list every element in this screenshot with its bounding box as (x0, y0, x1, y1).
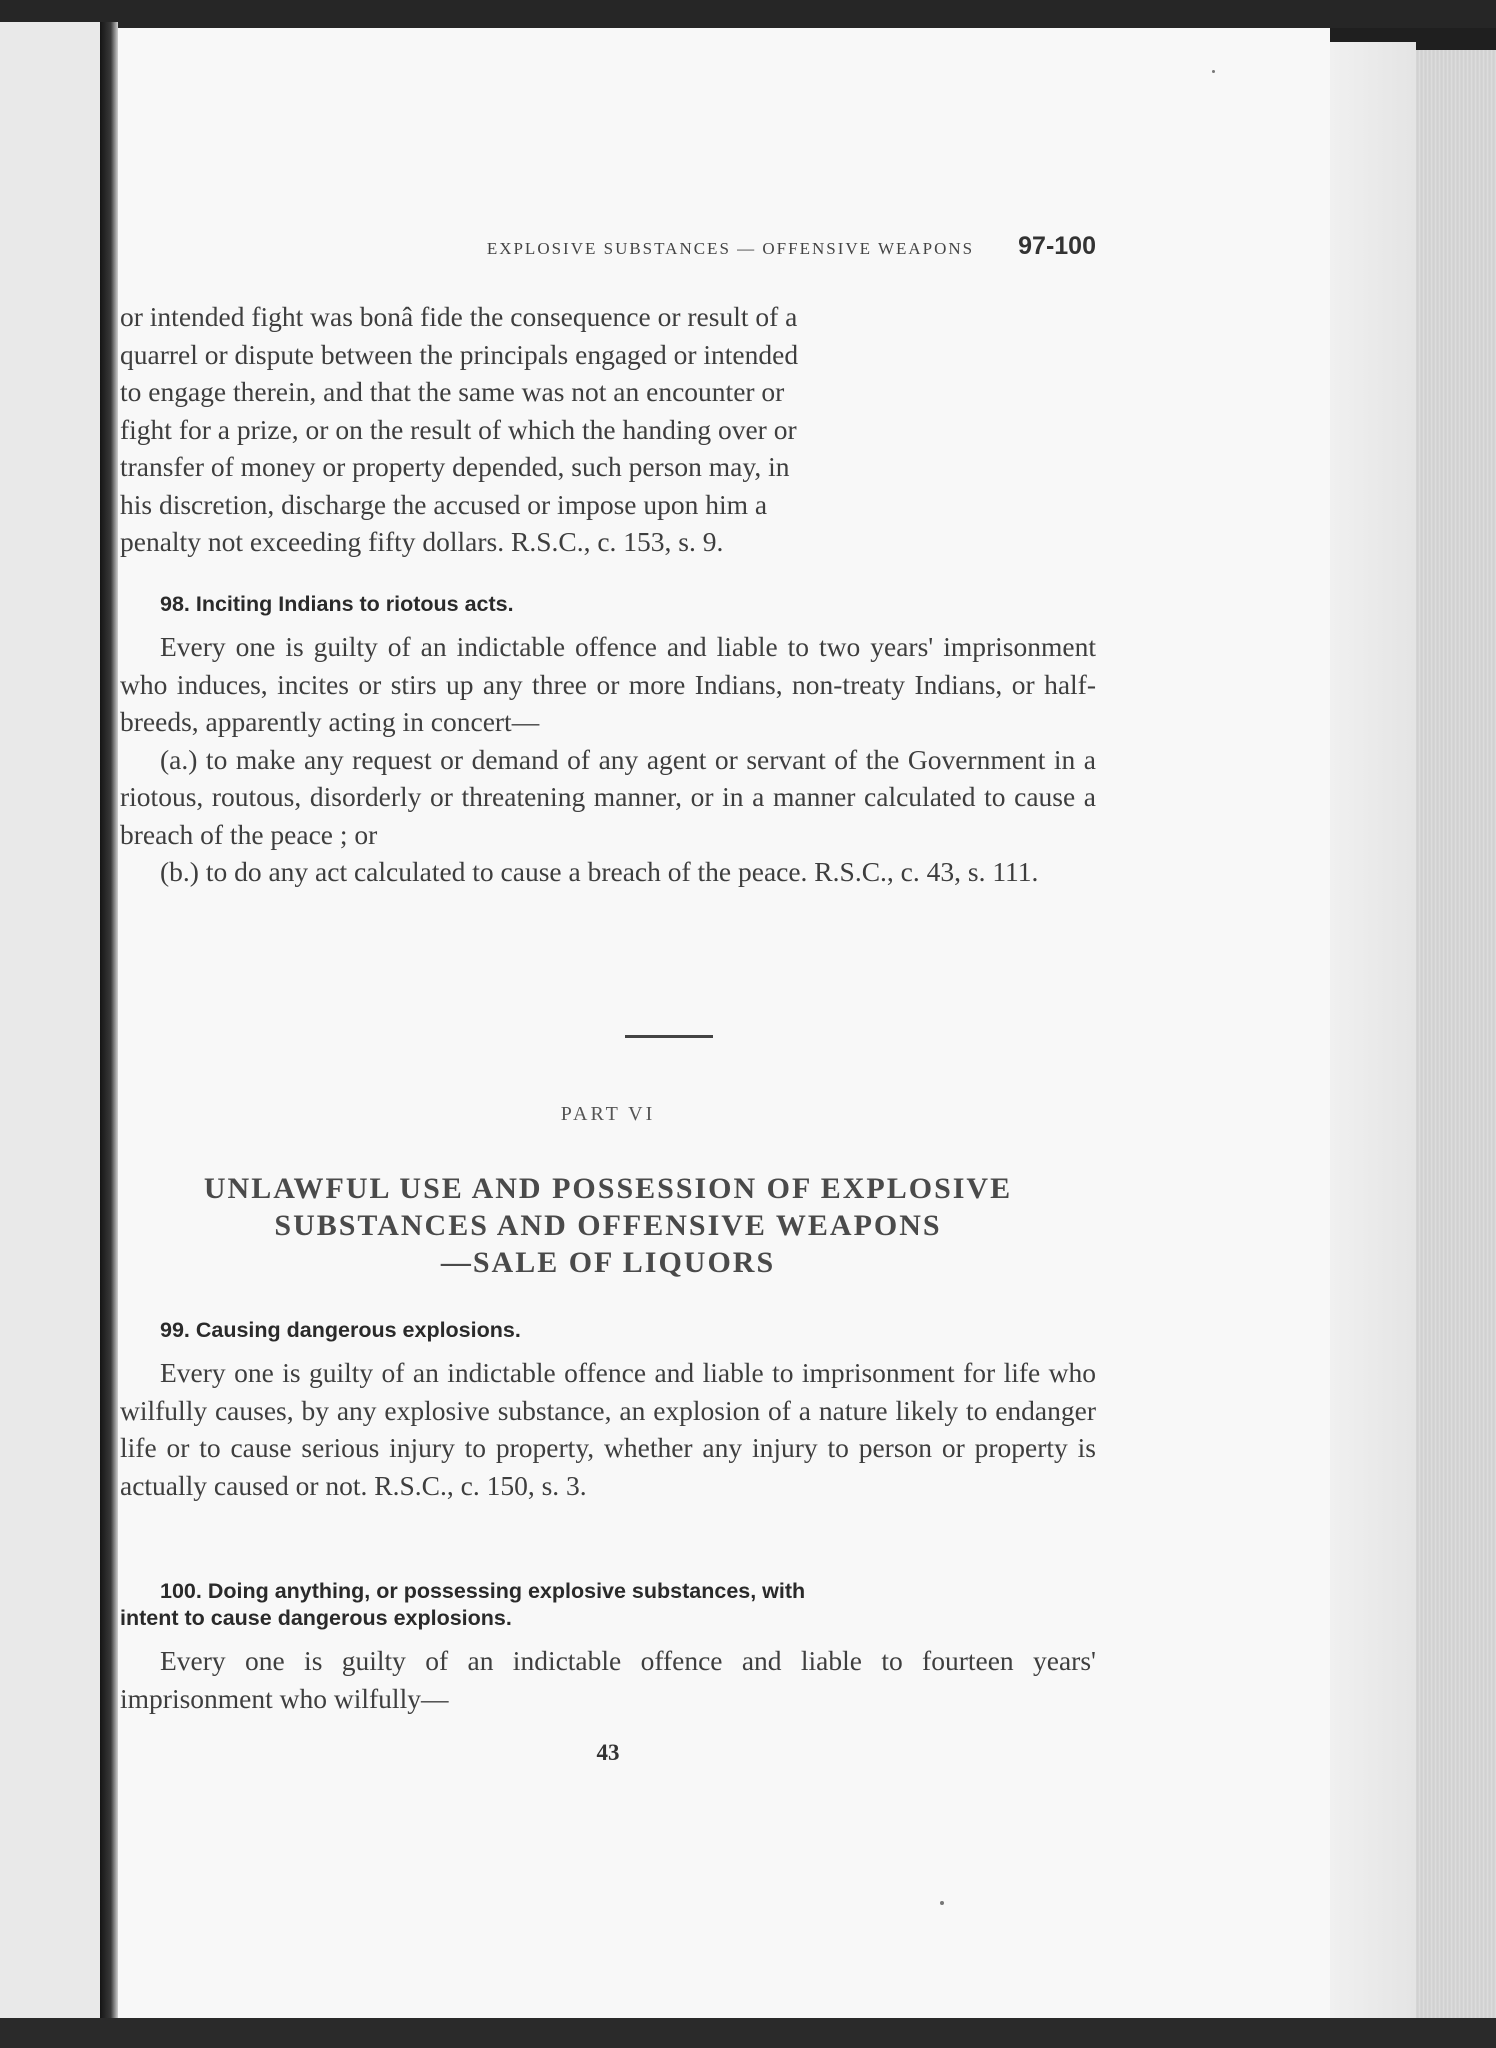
section-98 (120, 591, 1096, 891)
text-line: his discretion, discharge the accused or impose upon him a (120, 488, 768, 520)
scanner-top-edge (0, 0, 1496, 28)
section-heading: 99. Causing dangerous explosions. (160, 1318, 521, 1342)
section-divider (625, 1035, 713, 1038)
section-97-continuation (120, 298, 1096, 561)
section-99 (120, 1317, 1096, 1504)
scanner-bottom-edge (0, 2018, 1496, 2048)
running-head-title: EXPLOSIVE SUBSTANCES — OFFENSIVE WEAPONS (486, 239, 975, 258)
text-line: penalty not exceeding fifty dollars. R.S.C., c. 153, s. 9. (120, 526, 724, 557)
section-heading-line: 100. Doing anything, or possessing explosive substances, with (160, 1579, 806, 1603)
facing-page-edge (0, 22, 100, 2048)
text-line: to engage therein, and that the same was not an encounter or (120, 376, 785, 407)
text-line: quarrel or dispute between the principals engaged or intended (120, 338, 799, 370)
part-title-line: SUBSTANCES AND OFFENSIVE WEAPONS (274, 1209, 942, 1242)
section-paragraph: Every one is guilty of an indictable offence and liable to imprisonment for life who wilfully causes, by any explosive substance, an explosion of a nature likely to endanger life or to cause serious injury to property, whether any injury to person or property is actually caused or not. R.S.C., c. 150, s. 3. (120, 1357, 1096, 1501)
page-stack-edge (1416, 50, 1496, 2018)
book-gutter (100, 22, 118, 2048)
section-paragraph: Every one is guilty of an indictable offence and liable to fourteen years' imprisonment who wilfully— (120, 1645, 1096, 1714)
part-title (120, 1170, 1096, 1281)
page-margin-edge (1330, 42, 1416, 2018)
text-line: or intended fight was bonâ fide the consequence or result of a (120, 301, 798, 332)
running-head (120, 232, 1096, 261)
part-title-line: UNLAWFUL USE AND POSSESSION OF EXPLOSIVE (203, 1172, 1013, 1205)
clause-b: (b.) to do any act calculated to cause a breach of the peace. R.S.C., c. 43, s. 111. (160, 856, 1039, 887)
section-heading-line: intent to cause dangerous explosions. (120, 1606, 512, 1630)
section-100 (120, 1578, 1096, 1717)
text-line: fight for a prize, or on the result of which the handing over or (120, 413, 797, 445)
clause-a: (a.) to make any request or demand of any agent or servant of the Government in a riotous, routous, disorderly or threatening manner, or in a manner calculated to cause a breach of the peace ; or (120, 743, 1096, 850)
text-line: transfer of money or property depended, such person may, in (120, 451, 790, 482)
running-head-section-range: 97-100 (1018, 232, 1096, 260)
part-title-line: —SALE OF LIQUORS (440, 1246, 776, 1279)
part-label: PART VI (560, 1103, 656, 1125)
section-heading: 98. Inciting Indians to riotous acts. (160, 592, 514, 616)
section-heading (120, 1578, 1096, 1632)
section-paragraph: Every one is guilty of an indictable offence and liable to two years' imprisonment who induces, incites or stirs up any three or more Indians, non-treaty Indians, or half-breeds, apparently acting in concert— (120, 631, 1096, 737)
page-number: 43 (596, 1740, 620, 1765)
